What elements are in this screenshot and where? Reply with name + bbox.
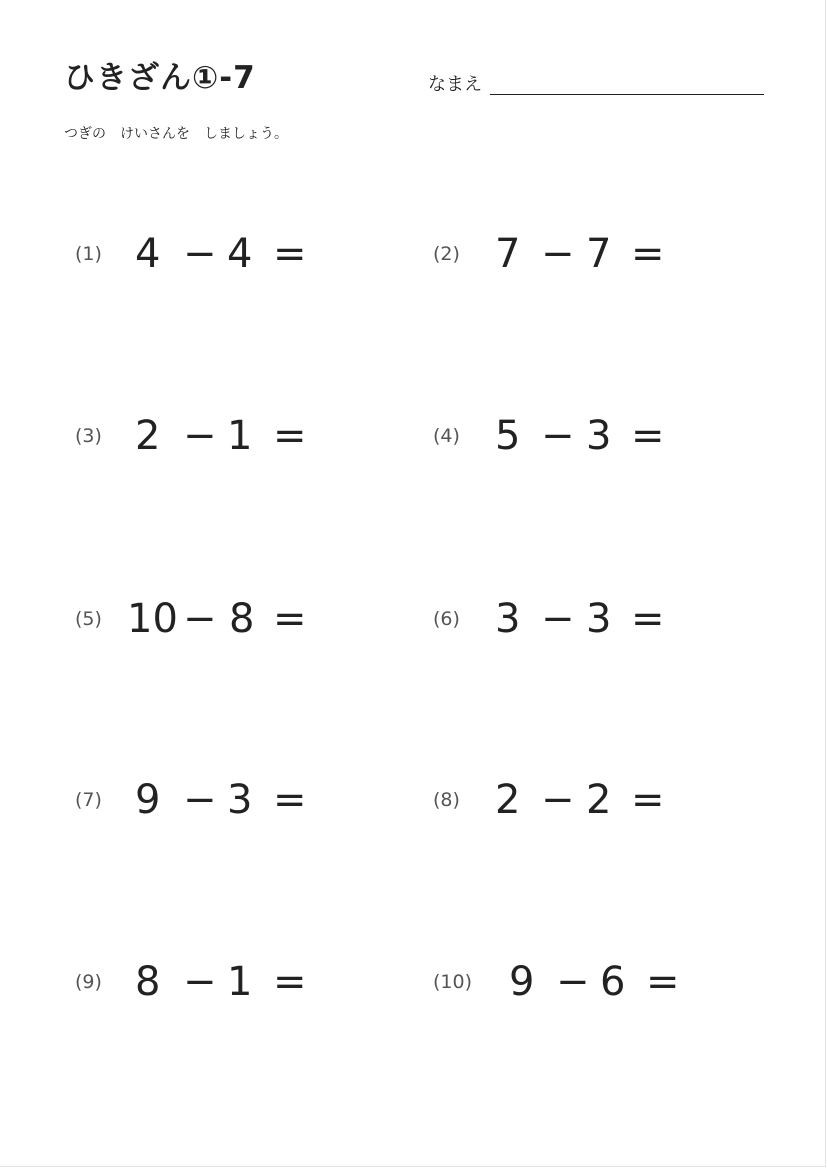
subtrahend: 1	[227, 413, 253, 459]
worksheet-title: ひきざん①-7	[64, 60, 256, 96]
equals-sign: =	[631, 777, 665, 823]
subtrahend: 6	[600, 959, 626, 1005]
minus-sign: −	[556, 959, 590, 1005]
problem-number: (5)	[75, 608, 102, 630]
subtrahend: 3	[227, 777, 253, 823]
equals-sign: =	[273, 596, 307, 642]
subtrahend: 1	[227, 959, 253, 1005]
problem-number: (8)	[433, 789, 460, 811]
minus-sign: −	[541, 777, 575, 823]
minus-sign: −	[183, 959, 217, 1005]
problem-number: (9)	[75, 971, 102, 993]
subtrahend: 3	[586, 413, 612, 459]
problem-4	[433, 411, 693, 461]
minus-sign: −	[183, 231, 217, 277]
minuend: 10	[127, 596, 178, 642]
minuend: 5	[495, 413, 521, 459]
equals-sign: =	[273, 413, 307, 459]
minuend: 7	[495, 231, 521, 277]
name-write-line	[490, 94, 764, 95]
minus-sign: −	[183, 596, 217, 642]
minuend: 9	[509, 959, 535, 1005]
problem-number: (7)	[75, 789, 102, 811]
equals-sign: =	[273, 959, 307, 1005]
equals-sign: =	[646, 959, 680, 1005]
equals-sign: =	[631, 596, 665, 642]
subtrahend: 3	[586, 596, 612, 642]
problem-5	[75, 594, 335, 644]
minuend: 2	[495, 777, 521, 823]
equals-sign: =	[631, 413, 665, 459]
problem-number: (1)	[75, 243, 102, 265]
minus-sign: −	[183, 777, 217, 823]
name-label: なまえ	[428, 74, 482, 95]
problem-6	[433, 594, 693, 644]
problem-number: (6)	[433, 608, 460, 630]
subtrahend: 4	[227, 231, 253, 277]
problem-number: (3)	[75, 425, 102, 447]
subtrahend: 2	[586, 777, 612, 823]
minuend: 9	[135, 777, 161, 823]
subtrahend: 7	[586, 231, 612, 277]
minus-sign: −	[541, 231, 575, 277]
problem-3	[75, 411, 335, 461]
problem-8	[433, 775, 693, 825]
minus-sign: −	[183, 413, 217, 459]
minuend: 8	[135, 959, 161, 1005]
minus-sign: −	[541, 596, 575, 642]
minus-sign: −	[541, 413, 575, 459]
equals-sign: =	[631, 231, 665, 277]
subtrahend: 8	[229, 596, 255, 642]
minuend: 4	[135, 231, 161, 277]
problem-number: (4)	[433, 425, 460, 447]
minuend: 2	[135, 413, 161, 459]
problem-7	[75, 775, 335, 825]
problem-10	[433, 957, 703, 1007]
problem-1	[75, 229, 335, 279]
problem-number: (10)	[433, 971, 473, 993]
problem-2	[433, 229, 693, 279]
minuend: 3	[495, 596, 521, 642]
problem-9	[75, 957, 335, 1007]
instructions-text: つぎの けいさんを しましょう。	[64, 126, 288, 142]
equals-sign: =	[273, 777, 307, 823]
problem-number: (2)	[433, 243, 460, 265]
equals-sign: =	[273, 231, 307, 277]
